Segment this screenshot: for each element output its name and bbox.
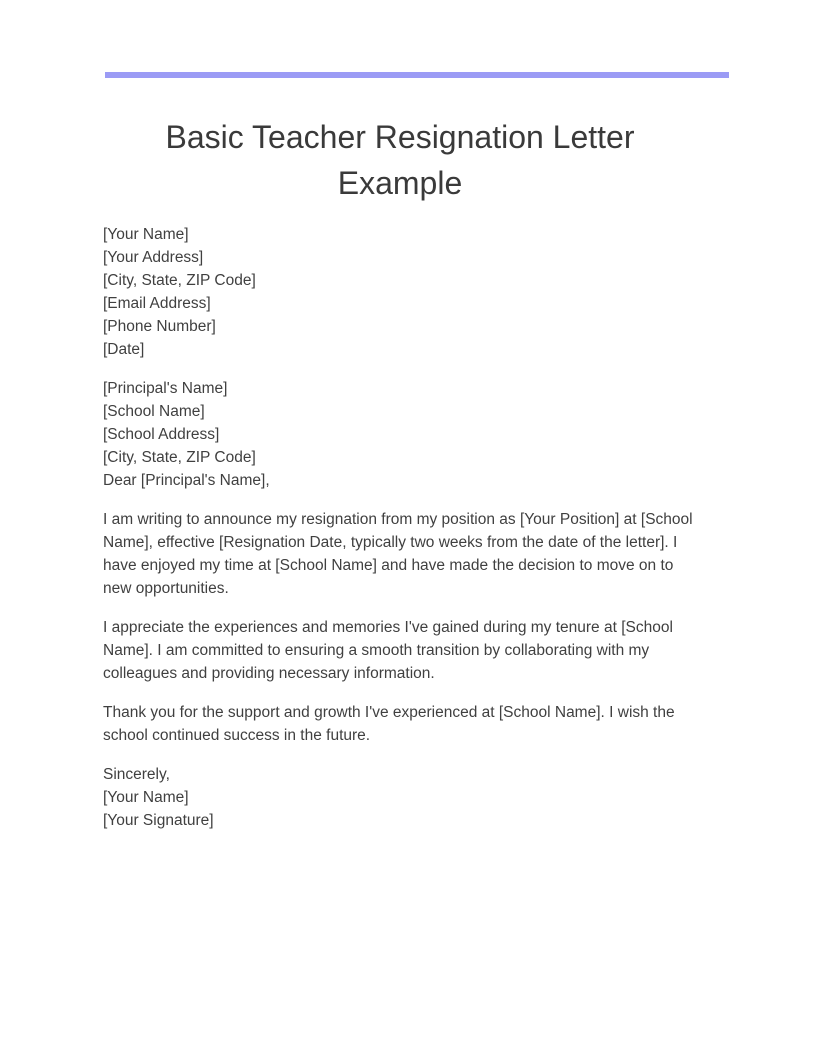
salutation: Dear [Principal's Name],	[103, 472, 270, 489]
sender-block	[103, 223, 703, 361]
letter-date: [Date]	[103, 341, 145, 358]
sender-city-state-zip: [City, State, ZIP Code]	[103, 272, 256, 289]
sender-address: [Your Address]	[103, 249, 204, 266]
page-title: Basic Teacher Resignation Letter Example	[165, 119, 635, 201]
signature: [Your Signature]	[103, 812, 214, 829]
valediction: Sincerely,	[103, 766, 170, 783]
body-paragraph-2: I appreciate the experiences and memories I've gained during my tenure at [School Name]. I am committed to ensuring a smooth transition by collaborating with my colleagues and providing necessary information.	[103, 619, 673, 682]
recipient-city-state-zip: [City, State, ZIP Code]	[103, 449, 256, 466]
letter-body	[103, 223, 703, 848]
sender-phone: [Phone Number]	[103, 318, 216, 335]
body-paragraph-3: Thank you for the support and growth I've experienced at [School Name]. I wish the school continued success in the future.	[103, 704, 675, 744]
recipient-name: [Principal's Name]	[103, 380, 228, 397]
body-paragraph-1: I am writing to announce my resignation from my position as [Your Position] at [School Name], effective [Resignation Date, typically two weeks from the date of the letter]. I have enjoyed my time at [School Name] and have made the decision to move on to new opportunities.	[103, 511, 693, 597]
recipient-school: [School Name]	[103, 403, 205, 420]
recipient-block	[103, 377, 703, 492]
accent-bar	[105, 72, 729, 78]
closing-block	[103, 763, 703, 832]
sender-name: [Your Name]	[103, 226, 189, 243]
closing-name: [Your Name]	[103, 789, 189, 806]
recipient-school-address: [School Address]	[103, 426, 220, 443]
sender-email: [Email Address]	[103, 295, 211, 312]
